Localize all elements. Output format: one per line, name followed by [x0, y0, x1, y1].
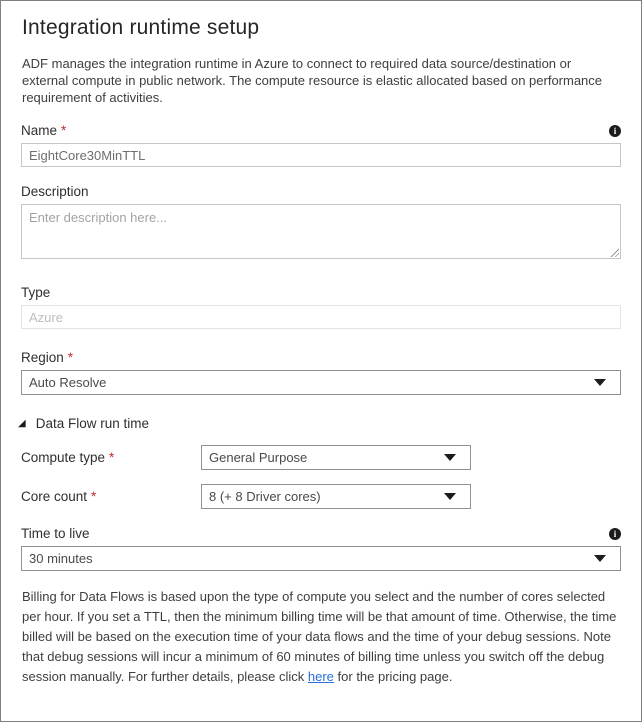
compute-type-row [21, 445, 621, 470]
region-dropdown-value: Auto Resolve [29, 375, 107, 390]
required-asterisk: * [109, 450, 115, 465]
type-label: Type [21, 285, 51, 300]
name-label: Name * [21, 123, 67, 138]
time-to-live-dropdown-value: 30 minutes [29, 551, 93, 566]
name-input[interactable] [21, 143, 621, 167]
caret-down-icon [444, 454, 456, 461]
description-label-row [21, 184, 621, 199]
region-label-row [21, 350, 621, 365]
description-textarea[interactable] [21, 204, 621, 259]
caret-down-icon [594, 555, 606, 562]
core-count-label: Core count * [21, 489, 97, 504]
required-asterisk: * [91, 489, 97, 504]
data-flow-runtime-section-title: Data Flow run time [35, 416, 149, 431]
collapse-caret-icon: ◢ [18, 417, 26, 429]
time-to-live-dropdown[interactable] [21, 546, 621, 571]
core-count-dropdown[interactable] [201, 484, 471, 509]
info-icon[interactable]: i [609, 125, 621, 137]
compute-type-label: Compute type * [21, 450, 115, 465]
intro-text: ADF manages the integration runtime in Azure to connect to required data source/destination or external compute in public network. The compute resource is elastic allocated based on performance requirement of activities. [22, 56, 603, 105]
caret-down-icon [444, 493, 456, 500]
region-dropdown[interactable] [21, 370, 621, 395]
name-label-row [21, 123, 621, 138]
billing-text-after: for the pricing page. [333, 669, 453, 684]
core-count-dropdown-value: 8 (+ 8 Driver cores) [209, 489, 321, 504]
data-flow-runtime-section-header[interactable] [18, 416, 621, 431]
pricing-page-link[interactable]: here [307, 669, 334, 684]
page-title: Integration runtime setup [22, 16, 260, 39]
billing-text-before: Billing for Data Flows is based upon the type of compute you select and the number of cores selected per hour. If you set a TTL, then the minimum billing time will be that amount of time. Otherwise, the time billed will be based on the execution time of your data flows and the time of your debug sessions. Note that debug sessions will incur a minimum of 60 minutes of billing time unless you switch off the debug session manually. For further details, please click [22, 589, 617, 684]
time-to-live-label-row [21, 526, 621, 541]
description-textarea-wrap [21, 204, 621, 259]
core-count-row [21, 484, 621, 509]
description-label: Description [21, 184, 89, 199]
billing-note [22, 587, 621, 687]
compute-type-dropdown-value: General Purpose [209, 450, 308, 465]
region-label: Region * [21, 350, 74, 365]
info-icon[interactable]: i [609, 528, 621, 540]
time-to-live-label: Time to live [21, 526, 90, 541]
caret-down-icon [594, 379, 606, 386]
type-input [21, 305, 621, 329]
type-label-row [21, 285, 621, 300]
required-asterisk: * [67, 350, 74, 365]
required-asterisk: * [61, 123, 67, 138]
compute-type-dropdown[interactable] [201, 445, 471, 470]
